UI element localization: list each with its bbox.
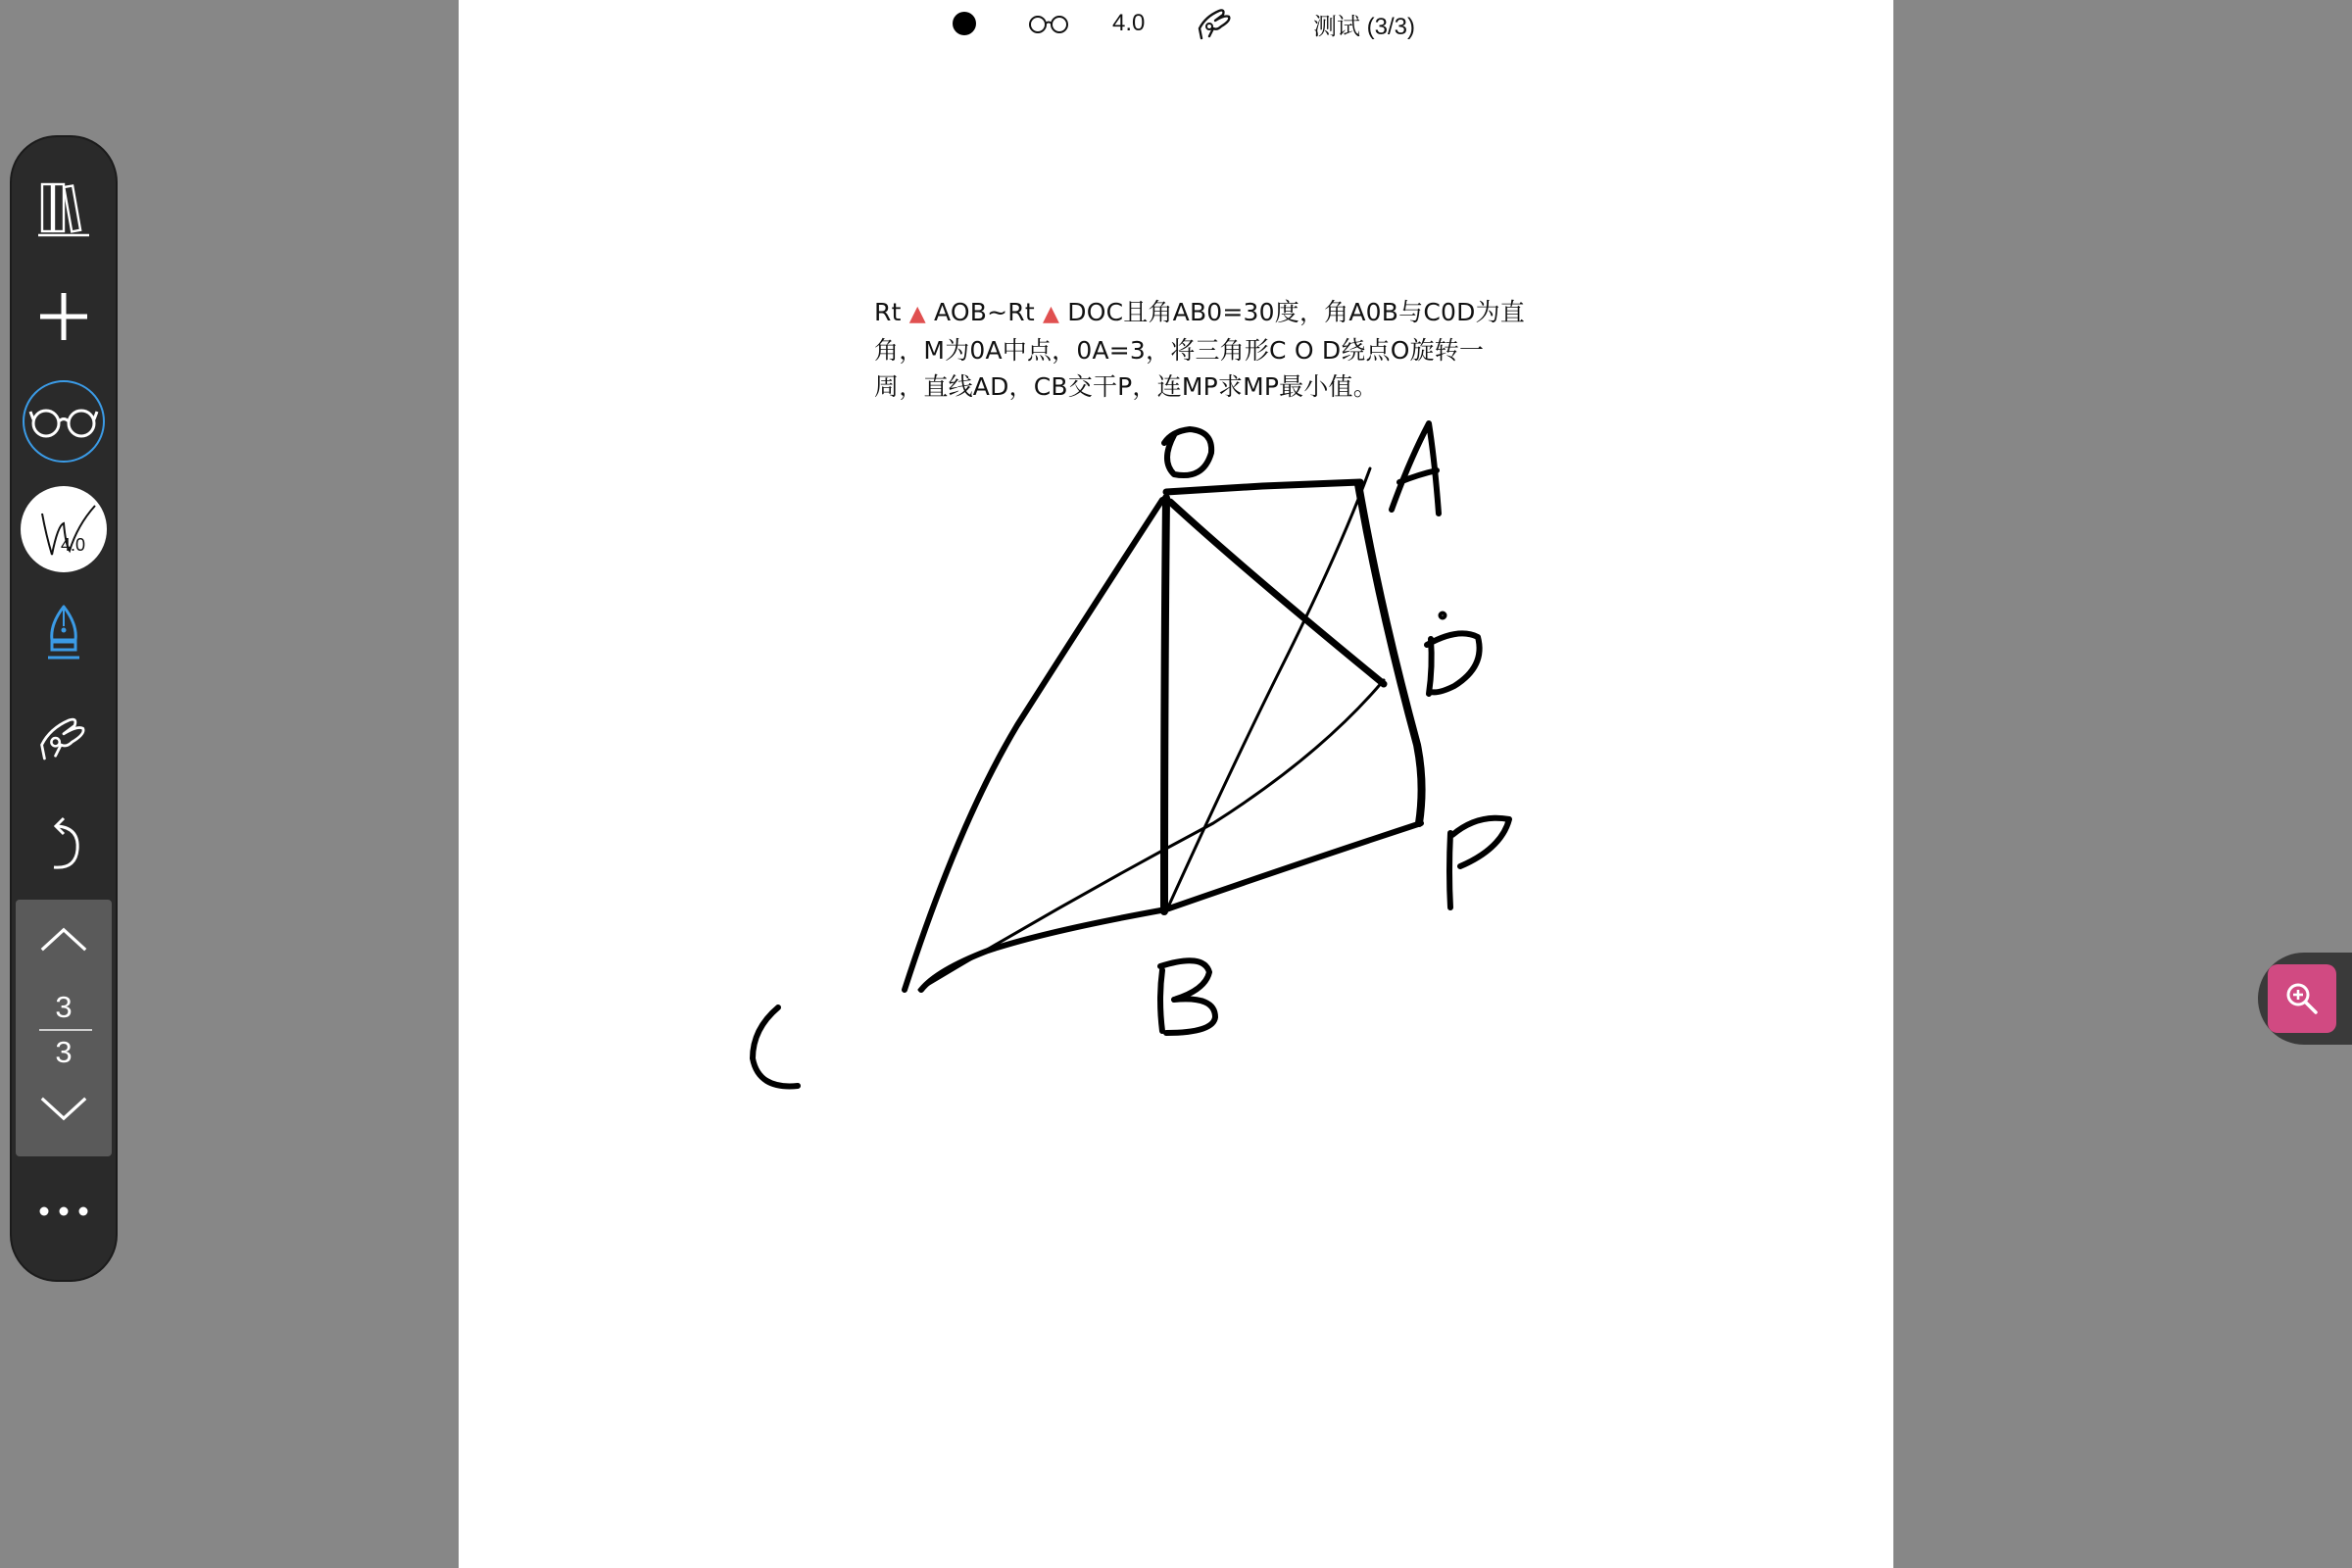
pen-width-value: 4.0 xyxy=(1112,10,1146,36)
label-d-dot xyxy=(1441,613,1445,617)
document-title: 测试 (3/3) xyxy=(1313,13,1416,40)
read-mode-button[interactable] xyxy=(23,380,105,463)
undo-button[interactable] xyxy=(29,809,98,878)
library-button[interactable] xyxy=(29,174,98,243)
zoom-in-icon xyxy=(2284,981,2320,1016)
label-c xyxy=(753,1007,798,1086)
chevron-up-icon xyxy=(39,925,88,955)
question-line-1-part-b: AOB~Rt xyxy=(934,298,1035,326)
triangle-icon: ▲ xyxy=(908,302,926,326)
label-d xyxy=(1427,633,1480,694)
chevron-down-icon xyxy=(39,1094,88,1123)
pen-width-value: 4.0 xyxy=(61,535,86,555)
question-line-1-part-a: Rt xyxy=(874,298,902,326)
segment-ap xyxy=(1358,484,1422,823)
total-page-number: 3 xyxy=(55,1035,73,1069)
more-icon xyxy=(34,1204,93,1218)
next-page-button[interactable] xyxy=(39,1084,88,1133)
pen-tool-button[interactable] xyxy=(29,598,98,666)
segment-cd xyxy=(919,680,1384,990)
add-button[interactable] xyxy=(29,282,98,351)
document-page[interactable] xyxy=(459,0,1893,1568)
question-line-3: 周，直线AD，CB交干P，连MP求MP最小值。 xyxy=(874,372,1378,401)
page-navigator xyxy=(16,900,112,1156)
label-o xyxy=(1164,429,1211,475)
undo-icon xyxy=(40,814,87,873)
segment-bc xyxy=(921,909,1166,990)
pen-width-icon xyxy=(21,486,107,572)
zoom-button[interactable] xyxy=(2268,964,2336,1033)
hand-icon xyxy=(36,710,91,765)
glasses-icon xyxy=(28,402,99,441)
fountain-pen-icon xyxy=(42,603,85,662)
handwritten-geometry-sketch[interactable] xyxy=(459,0,1893,1568)
more-button[interactable] xyxy=(29,1192,98,1231)
segment-oa xyxy=(1166,482,1360,492)
left-toolbar xyxy=(10,135,118,1282)
page-divider xyxy=(39,1029,92,1031)
zoom-panel-tab xyxy=(2258,953,2352,1045)
label-a xyxy=(1392,423,1439,514)
segment-pb xyxy=(1166,823,1421,909)
segment-ba xyxy=(1166,468,1370,911)
add-icon xyxy=(37,290,90,343)
previous-page-button[interactable] xyxy=(39,915,88,964)
label-p xyxy=(1449,818,1509,907)
pen-width-button[interactable] xyxy=(21,486,107,572)
current-page-number: 3 xyxy=(55,990,73,1024)
triangle-icon: ▲ xyxy=(1042,302,1060,326)
question-line-2: 角，M为0A中点，0A=3，将三角形C O D绕点O旋转一 xyxy=(874,336,1485,365)
hand-tool-button[interactable] xyxy=(29,704,98,772)
label-b xyxy=(1160,960,1215,1033)
question-line-1-part-c: DOC且角AB0=30度，角A0B与C0D为直 xyxy=(1067,298,1525,326)
segment-od xyxy=(1170,502,1384,684)
library-icon xyxy=(36,178,91,239)
